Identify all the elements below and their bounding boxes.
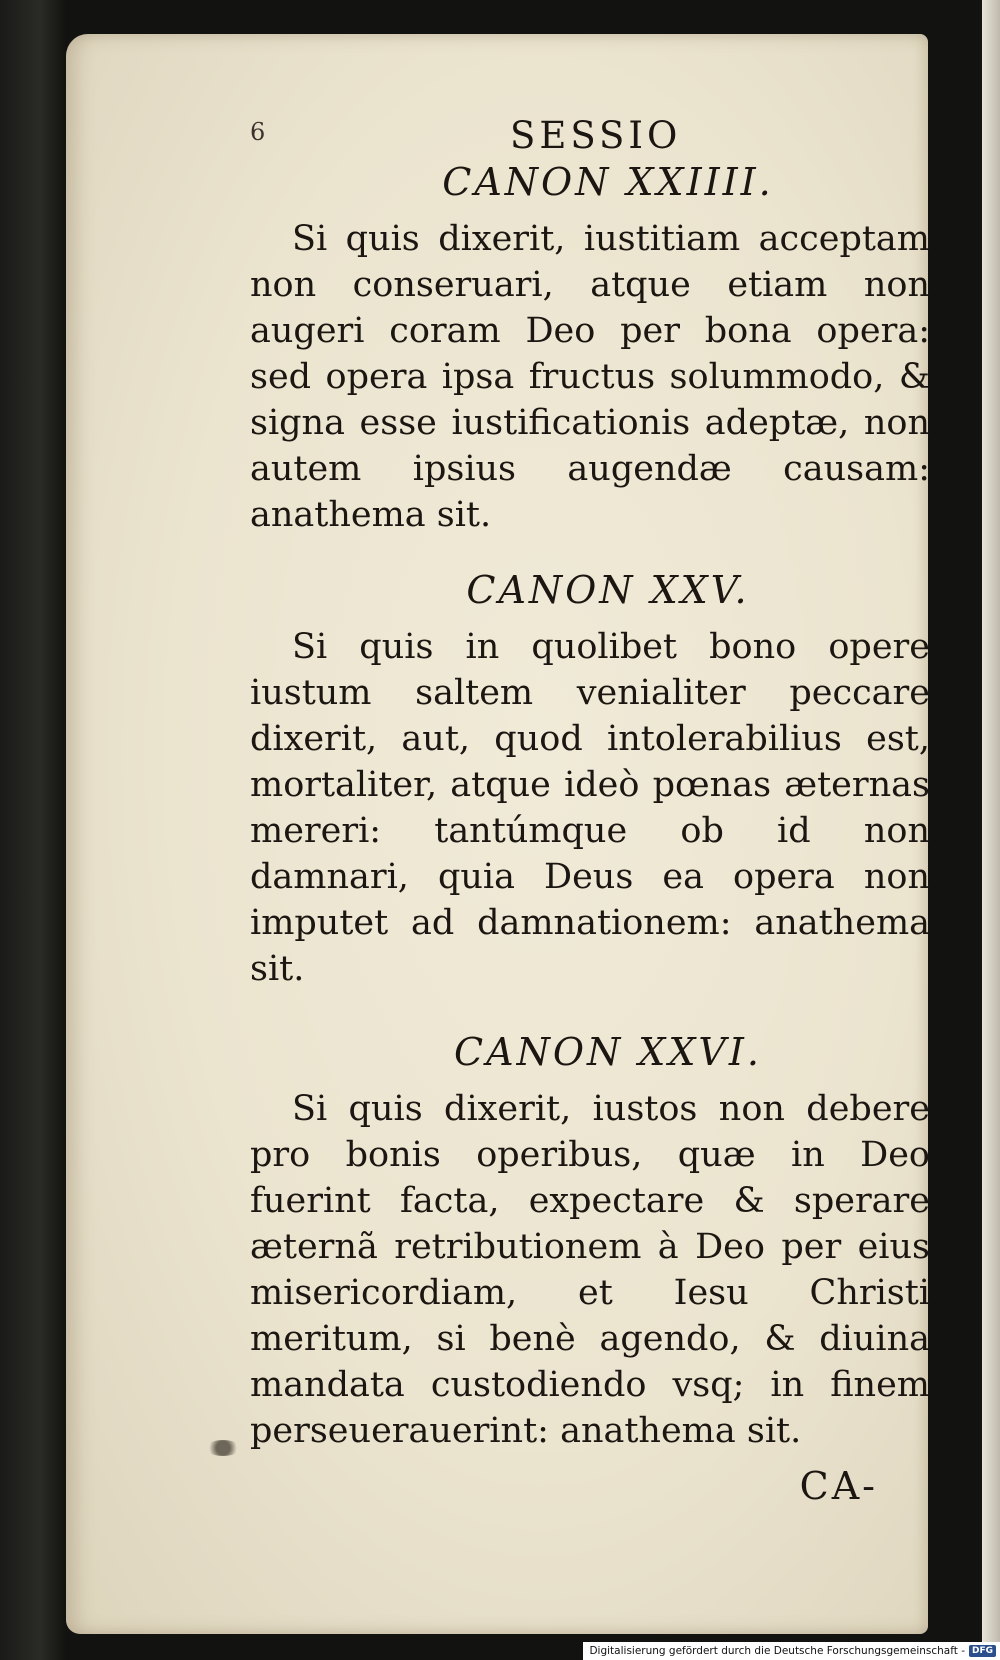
running-head-title: SESSIO xyxy=(510,114,682,157)
dfg-logo: DFG xyxy=(969,1645,996,1657)
canon-heading: CANON XXIIII. xyxy=(442,160,774,204)
canon-text: Si quis dixerit, iustitiam acceptam non conseruari, atque etiam non augeri coram Deo per bona opera: sed opera ipsa fructus solummodo, & signa esse iustificationis adeptæ, non autem ipsius augendæ causam: anathema sit. xyxy=(250,219,930,535)
digitization-credit xyxy=(583,1642,1000,1660)
canon-text: Si quis dixerit, iustos non debere pro bonis operibus, quæ in Deo fuerint facta, expectare & sperare æternã retributionem à Deo per eius misericordiam, et Iesu Christi meritum, si benè agendo, & diuina mandata custodiendo vsq; in finem perseuerauerint: anathema sit. xyxy=(250,1089,930,1451)
canon-heading: CANON XXV. xyxy=(466,568,750,612)
ink-stain xyxy=(205,1440,241,1456)
catchword-row xyxy=(250,1464,930,1524)
book-edge xyxy=(982,0,1000,1660)
canon-heading: CANON XXVI. xyxy=(454,1030,762,1074)
canon-text: Si quis in quolibet bono opere iustum saltem venialiter peccare dixerit, aut, quod intolerabilius est, mortaliter, atque ideò pœnas æternas mereri: tantúmque ob id non damnari, quia Deus ea opera non imputet ad damnationem: anathema sit. xyxy=(250,627,930,989)
catchword: CA- xyxy=(799,1464,878,1508)
running-head xyxy=(250,110,930,160)
page-text xyxy=(250,110,930,1524)
credit-text: Digitalisierung gefördert durch die Deutsche Forschungsgemeinschaft - xyxy=(589,1645,965,1657)
page-mark: 6 xyxy=(250,118,266,146)
